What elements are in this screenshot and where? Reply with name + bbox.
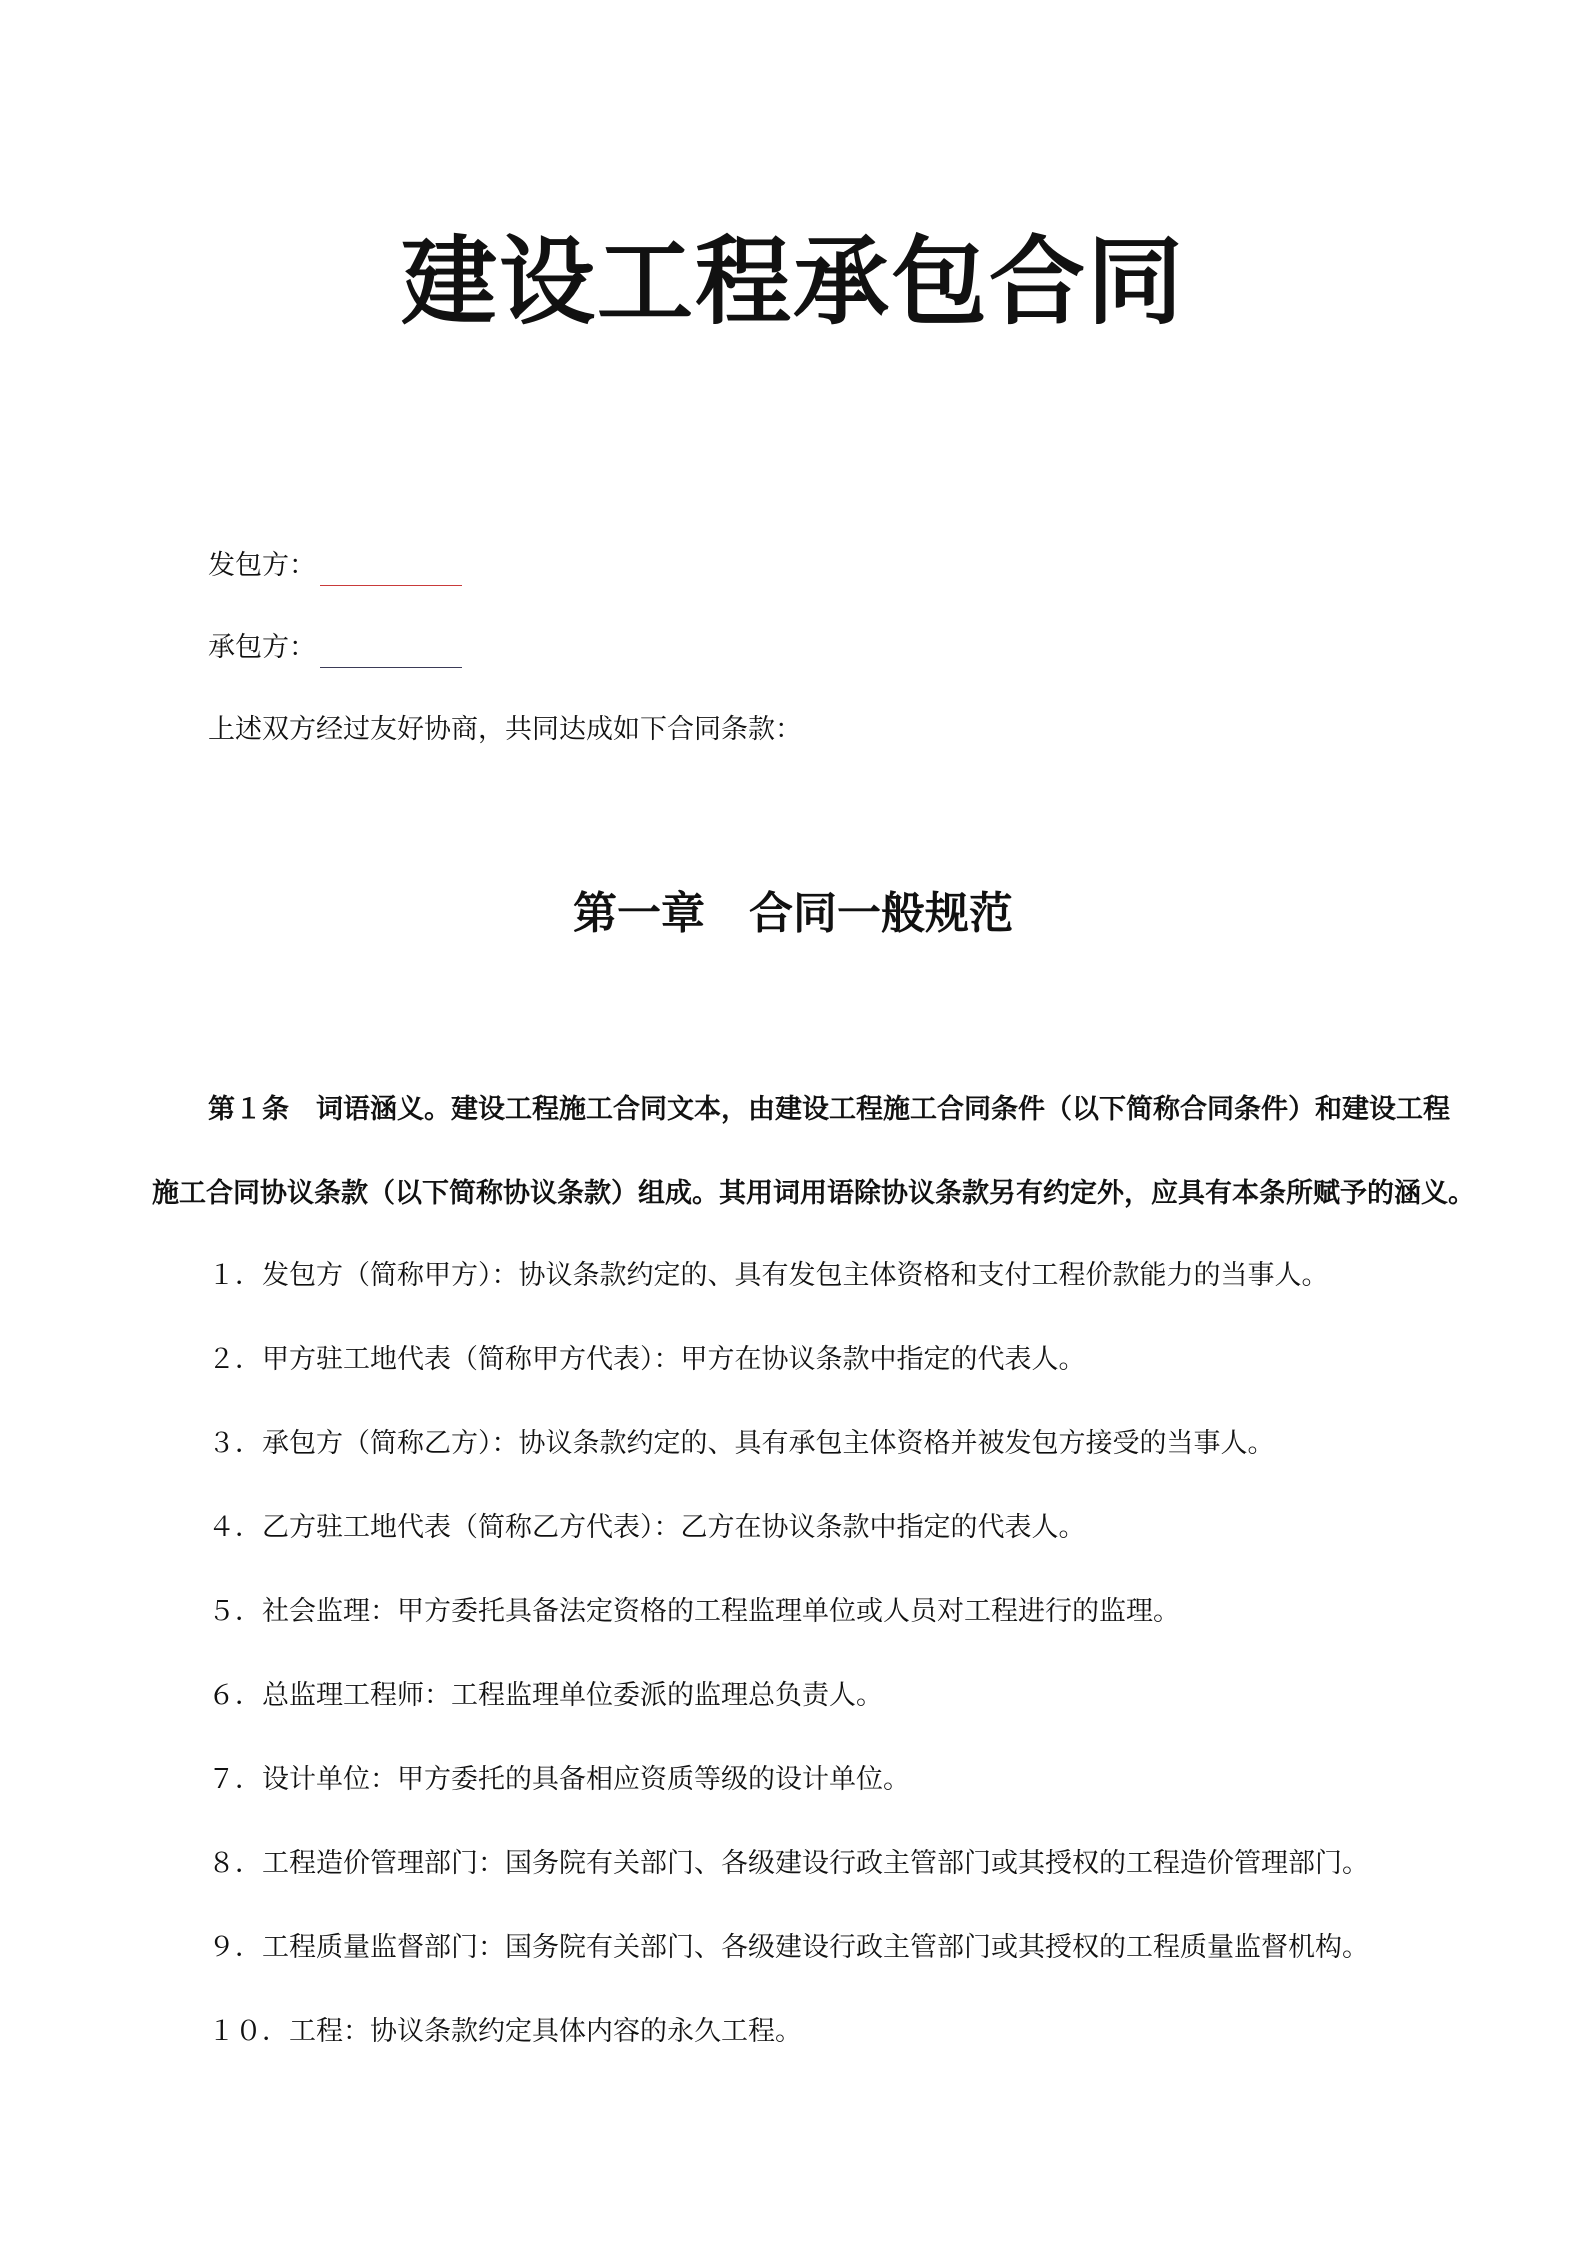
contractor-blank[interactable] xyxy=(320,641,462,668)
document-title: 建设工程承包合同 xyxy=(401,226,1185,338)
definition-item-8: ８．工程造价管理部门：国务院有关部门、各级建设行政主管部门或其授权的工程造价管理部门。 xyxy=(208,1848,1369,1879)
intro-paragraph: 上述双方经过友好协商，共同达成如下合同条款： xyxy=(208,714,802,745)
definition-item-3: ３．承包方（简称乙方）：协议条款约定的、具有承包主体资格并被发包方接受的当事人。 xyxy=(208,1428,1275,1459)
employer-line xyxy=(208,546,462,586)
definition-item-4: ４．乙方驻工地代表（简称乙方代表）：乙方在协议条款中指定的代表人。 xyxy=(208,1512,1086,1543)
definition-item-5: ５．社会监理：甲方委托具备法定资格的工程监理单位或人员对工程进行的监理。 xyxy=(208,1596,1180,1627)
definition-item-7: ７．设计单位：甲方委托的具备相应资质等级的设计单位。 xyxy=(208,1764,910,1795)
contractor-line xyxy=(208,628,462,668)
definition-item-10: １０．工程：协议条款约定具体内容的永久工程。 xyxy=(208,2016,802,2047)
employer-label: 发包方： xyxy=(208,550,316,581)
article-1-line-2: 施工合同协议条款（以下简称协议条款）组成。其用词用语除协议条款另有约定外，应具有本条所赋予的涵义。 xyxy=(152,1178,1475,1209)
definition-item-2: ２．甲方驻工地代表（简称甲方代表）：甲方在协议条款中指定的代表人。 xyxy=(208,1344,1086,1375)
definition-item-1: １．发包方（简称甲方）：协议条款约定的、具有发包主体资格和支付工程价款能力的当事人。 xyxy=(208,1260,1329,1291)
contractor-label: 承包方： xyxy=(208,632,316,663)
definition-item-6: ６．总监理工程师：工程监理单位委派的监理总负责人。 xyxy=(208,1680,883,1711)
definition-item-9: ９．工程质量监督部门：国务院有关部门、各级建设行政主管部门或其授权的工程质量监督机构。 xyxy=(208,1932,1369,1963)
article-1-line-1: 第１条 词语涵义。建设工程施工合同文本，由建设工程施工合同条件（以下简称合同条件）和建设工程 xyxy=(208,1094,1450,1125)
chapter-title: 第一章 合同一般规范 xyxy=(573,888,1013,939)
employer-blank[interactable] xyxy=(320,559,462,586)
